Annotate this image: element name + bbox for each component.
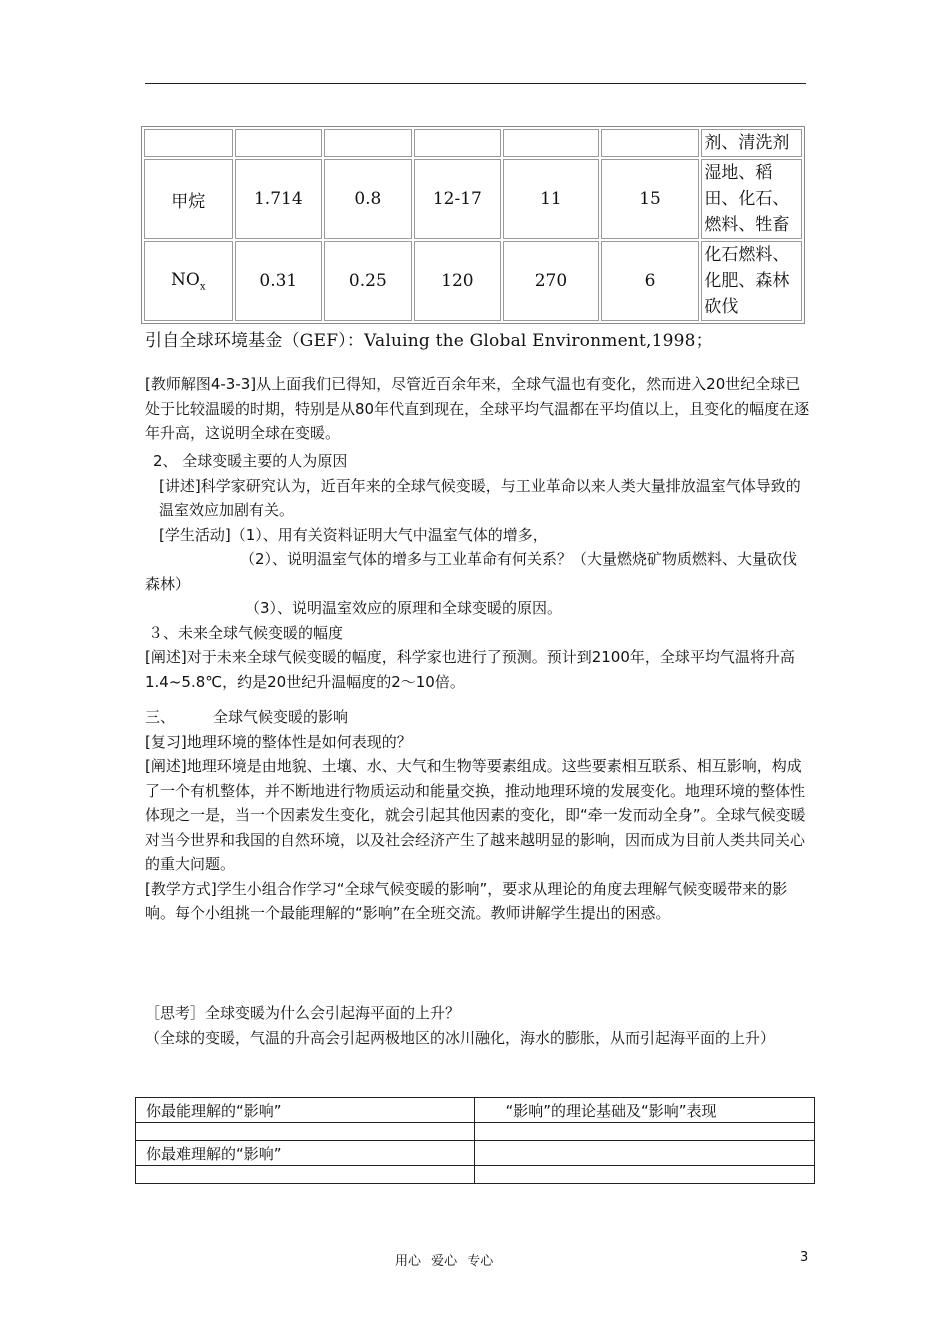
table-cell: 120: [414, 241, 502, 321]
source-note: 引自全球环境基金（GEF）：Valuing the Global Environment,1998；: [145, 331, 713, 351]
table-cell: 0.25: [324, 241, 412, 321]
table-row: [136, 1166, 815, 1184]
table-row: [144, 129, 802, 157]
table-cell: [601, 129, 700, 157]
paragraph: [讲述]科学家研究认为，近百年来的全球气候变暖，与工业革命以来人类大量排放温室气体导致的温室效应加剧有关。: [159, 476, 801, 519]
section-think: [145, 1001, 810, 1050]
influence-table: [135, 1097, 815, 1184]
table-cell: 11: [503, 159, 599, 239]
table-cell: 你最难理解的“影响”: [136, 1141, 475, 1166]
paragraph: [教师解图4-3-3]从上面我们已得知，尽管近百余年来，全球气温也有变化，然而进入20世纪全球已处于比较温暖的时期，特别是从80年代直到现在，全球平均气温都在平均值以上，且变化的幅度在逐年升高，这说明全球在变暖。: [145, 375, 810, 442]
table-cell: 270: [503, 241, 599, 321]
table-cell-source: 剂、清洗剂: [701, 129, 802, 157]
paragraph: （2）、说明温室气体的增多与工业革命有何关系？（大量燃烧矿物质燃料、大量砍伐森林）: [145, 550, 798, 593]
paragraph: （全球的变暖，气温的升高会引起两极地区的冰川融化，海水的膨胀，从而引起海平面的上升）: [145, 1028, 776, 1047]
table-cell-empty[interactable]: [475, 1166, 815, 1184]
table-cell-empty[interactable]: [475, 1123, 815, 1141]
section-impacts: [145, 705, 810, 926]
table-row: [144, 241, 802, 321]
table-cell: 0.8: [324, 159, 412, 239]
table-cell-empty[interactable]: [475, 1141, 815, 1166]
table-row: [136, 1141, 815, 1166]
header-rule: [145, 83, 806, 84]
footer-text: 用心 爱心 专心: [395, 1254, 494, 1269]
table-cell: 你最能理解的“影响”: [136, 1098, 475, 1123]
section-heading: 三、 全球气候变暖的影响: [145, 708, 349, 726]
paragraph: [学生活动]（1）、用有关资料证明大气中温室气体的增多，: [159, 525, 548, 544]
paragraph: [教学方式]学生小组合作学习“全球气候变暖的影响”，要求从理论的角度去理解气候变暖带来的影响。每个小组挑一个最能理解的“影响”在全班交流。教师讲解学生提出的困惑。: [145, 879, 788, 922]
paragraph: ［思考］全球变暖为什么会引起海平面的上升？: [145, 1004, 461, 1022]
table-cell: “影响”的理论基础及“影响”表现: [475, 1098, 815, 1123]
table-cell: [324, 129, 412, 157]
table-cell-empty[interactable]: [136, 1123, 475, 1141]
table-cell: 1.714: [235, 159, 323, 239]
table-cell-empty[interactable]: [136, 1166, 475, 1184]
table-cell: [503, 129, 599, 157]
gas-table: [141, 126, 805, 324]
subheading: ３、未来全球气候变暖的幅度: [148, 623, 344, 642]
table-cell: 0.31: [235, 241, 323, 321]
paragraph-teacher-explain: [145, 372, 810, 446]
paragraph: （3）、说明温室效应的原理和全球变暖的原因。: [245, 599, 563, 617]
table-cell-source: 化石燃料、 化肥、森林 砍伐: [701, 241, 802, 321]
table-cell: [144, 129, 233, 157]
table-cell: [414, 129, 502, 157]
table-row: [136, 1098, 815, 1123]
table-cell: [235, 129, 323, 157]
table-cell: 12-17: [414, 159, 502, 239]
paragraph: [阐述]对于未来全球气候变暖的幅度，科学家也进行了预测。预计到2100年，全球平均气温将升高1.4~5.8℃，约是20世纪升温幅度的2～10倍。: [145, 648, 795, 691]
table-cell-source: 湿地、稻 田、化石、 燃料、牲畜: [701, 159, 802, 239]
table-row: [144, 159, 802, 239]
table-cell: 6: [601, 241, 700, 321]
paragraph: [复习]地理环境的整体性是如何表现的？: [145, 732, 412, 751]
table-cell: 15: [601, 159, 700, 239]
paragraph: [阐述]地理环境是由地貌、土壤、水、大气和生物等要素组成。这些要素相互联系、相互影响，构成了一个有机整体，并不断地进行物质运动和能量交换，推动地理环境的发展变化。地理环境的整体性体现之一是，当一个因素发生变化，就会引起其他因素的变化，即“牵一发而动全身”。全球气候变暖对当今世界和我国的自然环境，以及社会经济产生了越来越明显的影响，因而成为目前人类共同关心的重大问题。: [145, 757, 806, 873]
subheading: 2、 全球变暖主要的人为原因: [153, 452, 348, 470]
table-row: [136, 1123, 815, 1141]
gas-name: $NO_x$: [144, 241, 233, 321]
section-human-causes: [145, 449, 810, 694]
gas-name: 甲烷: [144, 159, 233, 239]
page-number: 3: [800, 1250, 809, 1265]
